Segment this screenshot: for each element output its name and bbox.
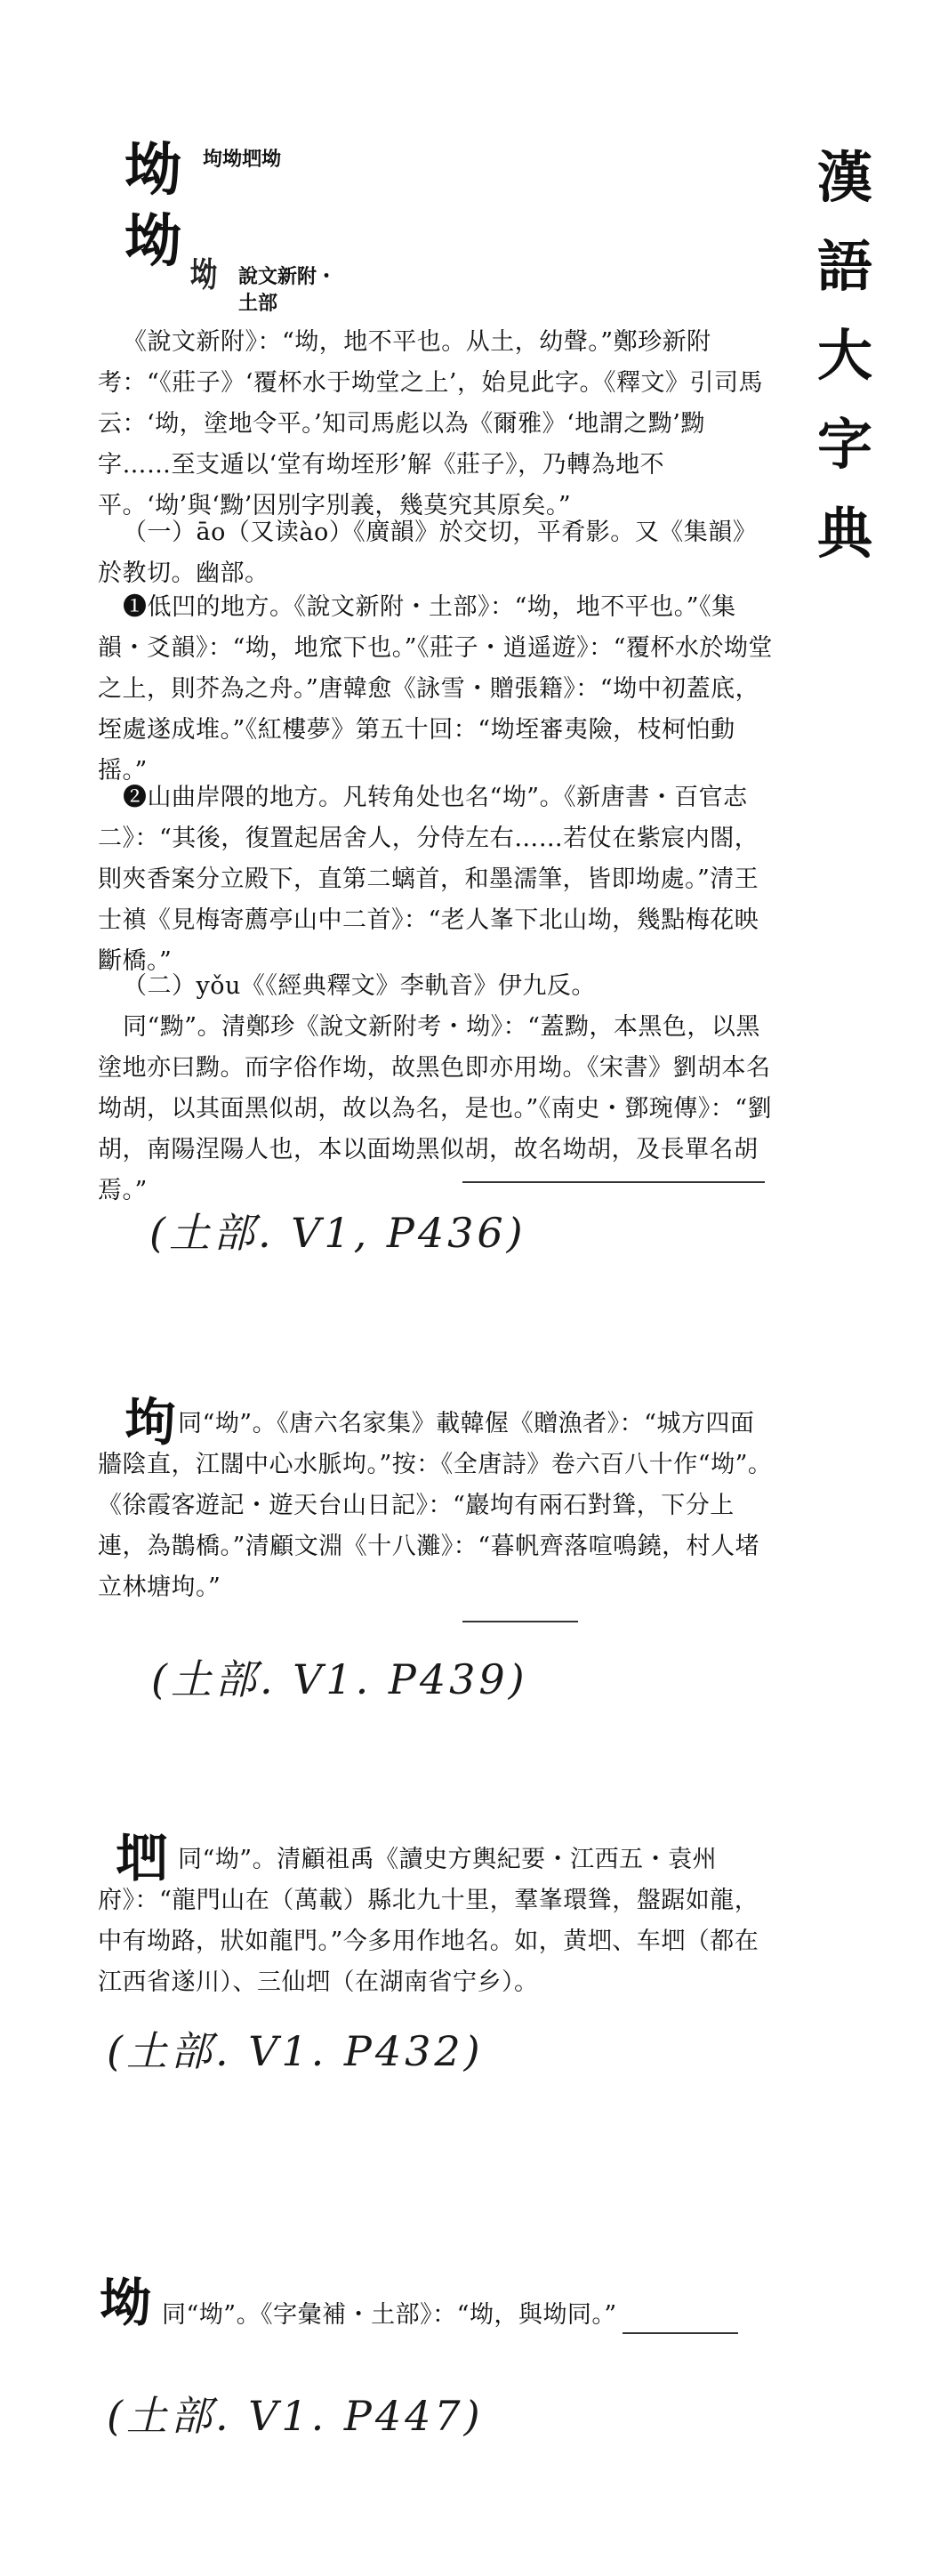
rule-line bbox=[623, 2332, 738, 2334]
entry-paragraph: 同“黝”。清鄭珍《說文新附考・坳》：“蓋黝，本黑色，以黑塗地亦曰黝。而字俗作坳，故黑色即亦用坳。《宋書》劉胡本名坳胡，以其面黑似胡，故以為名，是也。”《南史・鄧琬傳》：“劉胡，南陽涅陽人也，本以面坳黑似胡，故名坳胡，及長單名胡焉。” bbox=[98, 1013, 773, 1204]
entry-headword: 坳 bbox=[100, 2273, 152, 2333]
variant-forms: 坸坳垇坳 bbox=[203, 148, 282, 171]
book-title-char: 典 bbox=[816, 501, 872, 566]
book-title bbox=[805, 133, 885, 578]
handwritten-reference: (土部. V1. P432) bbox=[107, 2027, 484, 2075]
entry-headword: 坳 bbox=[125, 137, 181, 204]
entry-headword-secondary: 坳 bbox=[125, 208, 181, 275]
entry-paragraph: 同“坳”。《唐六名家集》載韓偓《贈漁者》：“城方四面牆陰直，江闊中心水脈坸。”按：《全唐詩》卷六百八十作“坳”。《徐霞客遊記・遊天台山日記》：“巖坸有兩石對聳，下分上連，為鵲橋。”清顧文淵《十八灘》：“暮帆齊落喧鳴鐃，村人堵立林塘坸。” bbox=[98, 1410, 773, 1601]
rule-line bbox=[462, 1621, 578, 1622]
entry-headword: 坸 bbox=[125, 1392, 177, 1453]
rule-line bbox=[462, 1181, 765, 1183]
book-title-char: 字 bbox=[816, 412, 872, 477]
pronunciation-line: （一）āo（又读ào）《廣韻》於交切，平肴影。又《集韻》於教切。幽部。 bbox=[98, 519, 758, 587]
pronunciation-line: （二）yǒu《《經典釋文》李軌音》伊九反。 bbox=[123, 972, 596, 1000]
sense-2: ❷山曲岸隈的地方。凡转角处也名“坳”。《新唐書・百官志二》：“其後，復置起居舍人，分侍左右……若仗在紫宸内閤，則夾香案分立殿下，直第二螭首，和墨濡筆，皆即坳處。”清王士禛《見梅寄薦亭山中二首》：“老人峯下北山坳，幾點梅花映斷橋。” bbox=[98, 784, 759, 975]
entry-headword: 垇 bbox=[116, 1828, 168, 1888]
entry-paragraph: 同“坳”。《字彙補・土部》：“坳，與坳同。” bbox=[162, 2301, 617, 2329]
handwritten-reference: (土部. V1. P439) bbox=[151, 1655, 528, 1703]
entry-paragraph: 同“坳”。清顧祖禹《讀史方輿紀要・江西五・袁州府》：“龍門山在（萬載）縣北九十里，羣峯環聳，盤踞如龍，中有坳路，狀如龍門。”今多用作地名。如，黄垇、车垇（都在江西省遂川）、三仙垇（在湖南省宁乡）。 bbox=[98, 1846, 759, 1996]
source-note: 說文新附・土部 bbox=[238, 265, 337, 315]
handwritten-reference: (土部. V1, P436) bbox=[149, 1209, 526, 1257]
sense-1: ❶低凹的地方。《說文新附・土部》：“坳，地不平也。”《集韻・爻韻》：“坳，地窊下也。”《莊子・逍遥遊》：“覆杯水於坳堂之上，則芥為之舟。”唐韓愈《詠雪・贈張籍》：“坳中初蓋底，垤處遂成堆。”《紅樓夢》第五十回：“坳垤審夷險，枝柯怕動摇。” bbox=[98, 593, 773, 785]
book-title-char: 大 bbox=[816, 323, 872, 388]
handwritten-reference: (土部. V1. P447) bbox=[107, 2392, 484, 2440]
seal-script-glyph: 坳 bbox=[189, 254, 218, 294]
entry-paragraph: 《說文新附》：“坳，地不平也。从土，幼聲。”鄭珍新附考：“《莊子》‘覆杯水于坳堂之上’，始見此字。《釋文》引司馬云：‘坳，塗地令平。’知司馬彪以為《爾雅》‘地謂之黝’黝字……至支遁以‘堂有坳垤形’解《莊子》，乃轉為地不平。‘坳’與‘黝’因別字別義，幾莫究其原矣。” bbox=[98, 328, 763, 519]
book-title-char: 漢 bbox=[816, 145, 872, 210]
book-title-char: 語 bbox=[816, 234, 872, 299]
